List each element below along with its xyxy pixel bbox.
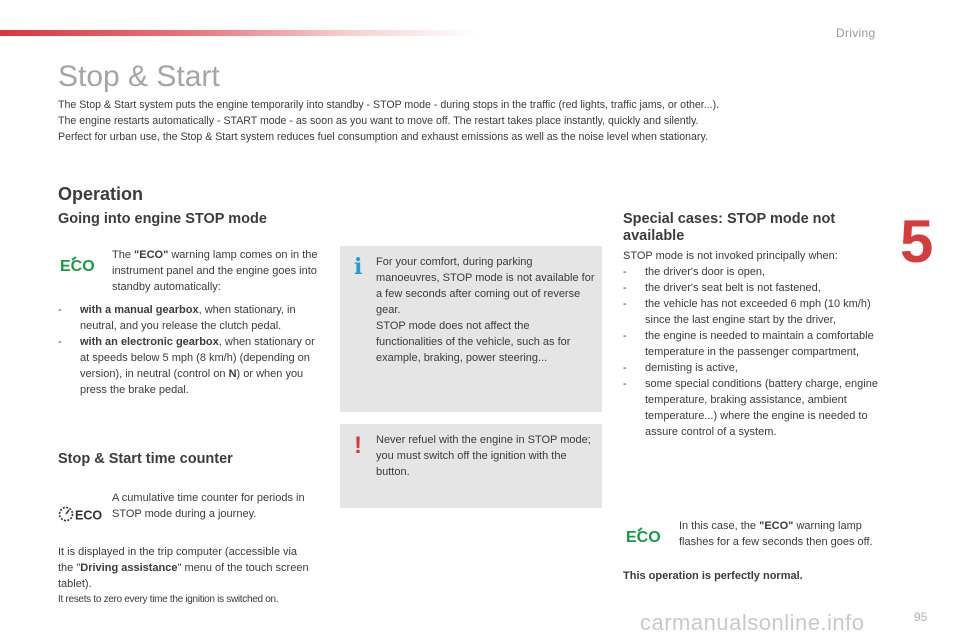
flash-text-post: warning lamp flashes for a few seconds then goes off. xyxy=(679,520,873,548)
bullet-dash: - xyxy=(58,336,62,348)
intro-line: Perfect for urban use, the Stop & Start system reduces fuel consumption and exhaust emissions as well as the noise level when stationary. xyxy=(58,131,708,143)
bullet-text: the engine is needed to maintain a comfortable temperature in the passenger compartment, xyxy=(645,330,874,358)
counter-text: A cumulative time counter for periods in STOP mode during a journey. xyxy=(112,492,305,520)
list-item xyxy=(623,280,889,296)
reset-note: It resets to zero every time the ignition is switched on. xyxy=(58,594,279,605)
eco-flashing-label: ECO xyxy=(626,529,661,545)
eco-lamp-text xyxy=(112,247,322,295)
intro-line: The engine restarts automatically - START mode - as soon as you want to move off. The restart takes place instantly, quickly and silently. xyxy=(58,115,699,127)
bullet-text: the driver's door is open, xyxy=(645,266,766,278)
warning-note-text xyxy=(376,432,592,480)
bullet-bold: with a manual gearbox xyxy=(80,304,199,316)
bullet-text: , when stationary or at speeds below 5 mph (8 km/h) (depending on version), in neutral (control on xyxy=(80,336,315,380)
bullet-bold: with an electronic gearbox xyxy=(80,336,219,348)
bullet-dash: - xyxy=(623,298,627,310)
going-stop-heading: Going into engine STOP mode xyxy=(58,211,267,227)
bullet-text: demisting is active, xyxy=(645,362,738,374)
list-item xyxy=(623,264,889,280)
bullet-dash: - xyxy=(623,266,627,278)
eco-flashing-icon xyxy=(626,527,668,550)
bullet-dash: - xyxy=(623,330,627,342)
warning-note-line: Never refuel with the engine in STOP mode; you must switch off the ignition with the button. xyxy=(376,434,591,478)
special-intro: STOP mode is not invoked principally when: xyxy=(623,250,838,262)
intro-line: The Stop & Start system puts the engine temporarily into standby - STOP mode - during stops in the traffic (red lights, traffic jams, or other...). xyxy=(58,99,720,111)
bullet-text: some special conditions (battery charge, engine temperature, braking assistance, ambient temperature...) where the engine is needed to assure control of a system. xyxy=(645,378,878,438)
header-accent-bar xyxy=(0,30,480,36)
bullet-text: ) or when you press the brake pedal. xyxy=(80,368,304,396)
eco-lamp-label: ECO xyxy=(60,258,95,274)
trip-text-bold: Driving assistance xyxy=(80,562,178,574)
list-item xyxy=(623,296,889,328)
bullet-text: , when stationary, in neutral, and you release the clutch pedal. xyxy=(80,304,296,332)
chapter-number: 5 xyxy=(900,208,934,275)
info-icon: i xyxy=(354,254,363,280)
bullet-dash: - xyxy=(623,362,627,374)
list-item xyxy=(623,328,889,360)
operation-heading: Operation xyxy=(58,184,144,204)
section-label: Driving xyxy=(836,26,876,40)
special-cases-heading: Special cases: STOP mode not available xyxy=(623,211,836,244)
bullet-dash: - xyxy=(58,304,62,316)
flash-text-pre: In this case, the xyxy=(679,520,760,532)
trip-text-post: " menu of the touch screen tablet). xyxy=(58,562,309,590)
info-note-line: STOP mode does not affect the functionalities of the vehicle, such as for example, braking, power steering... xyxy=(376,320,571,364)
eco-counter-icon xyxy=(58,505,104,528)
eco-lamp-text-eco: "ECO" xyxy=(134,249,169,261)
watermark: carmanualsonline.info xyxy=(640,610,865,635)
bullet-dash: - xyxy=(623,282,627,294)
stop-conditions-list xyxy=(58,302,320,398)
counter-heading: Stop & Start time counter xyxy=(58,451,233,467)
bullet-text: the driver's seat belt is not fastened, xyxy=(645,282,821,294)
eco-counter-label: ECO xyxy=(75,508,103,523)
trip-text-pre: It is displayed in the trip computer (accessible via the " xyxy=(58,546,298,574)
list-item xyxy=(623,376,889,440)
page-title: Stop & Start xyxy=(58,60,220,93)
list-item xyxy=(58,302,320,334)
special-cases-list xyxy=(623,264,889,440)
eco-lamp-icon xyxy=(60,256,102,279)
info-note-line: For your comfort, during parking manoeuvres, STOP mode is not available for a few seconds after coming out of reverse gear. xyxy=(376,256,595,316)
page-number: 95 xyxy=(914,610,928,624)
intro-text xyxy=(58,97,848,145)
bullet-dash: - xyxy=(623,378,627,390)
bullet-bold: N xyxy=(228,368,237,380)
warning-icon: ! xyxy=(354,432,362,459)
eco-lamp-text-pre: The xyxy=(112,249,135,261)
bullet-text: the vehicle has not exceeded 6 mph (10 km/h) since the last engine start by the driver, xyxy=(645,298,871,326)
info-note-text xyxy=(376,254,598,366)
trip-computer-text xyxy=(58,544,314,592)
info-note xyxy=(340,246,602,412)
normal-operation-note: This operation is perfectly normal. xyxy=(623,570,803,582)
eco-lamp-text-post: warning lamp comes on in the instrument panel and the engine goes into standby automatically: xyxy=(112,249,318,293)
flash-text-eco: "ECO" xyxy=(759,520,794,532)
list-item xyxy=(623,360,889,376)
warning-note xyxy=(340,424,602,508)
eco-flashing-text xyxy=(679,518,891,550)
list-item xyxy=(58,334,320,398)
